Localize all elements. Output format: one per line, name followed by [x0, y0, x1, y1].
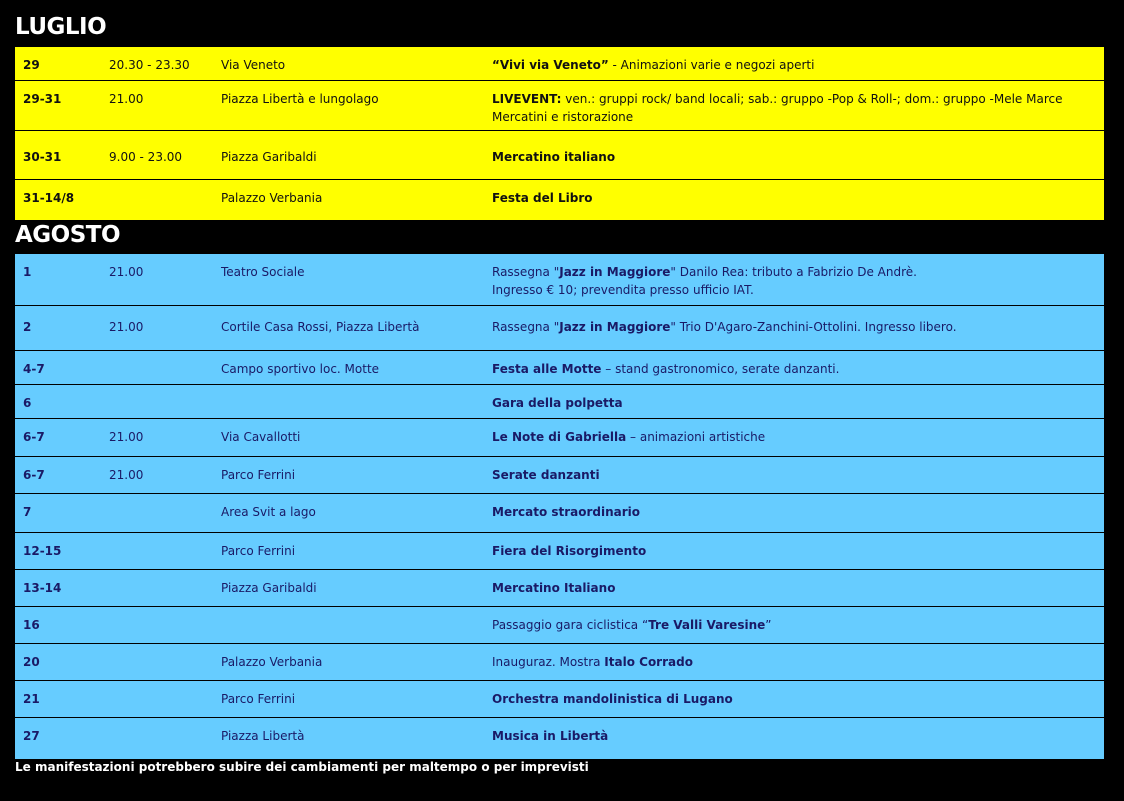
table-row [15, 643, 1104, 680]
table-row [15, 350, 1104, 384]
event-title: Musica in Libertà [492, 729, 609, 743]
event-title: Tre Valli Varesine [648, 618, 766, 632]
event-time: 21.00 [109, 430, 144, 444]
event-prefix: Inauguraz. Mostra [492, 655, 605, 669]
event-description [492, 690, 1092, 708]
event-place: Palazzo Verbania [221, 191, 323, 205]
event-details-line2: Ingresso € 10; prevendita presso ufficio IAT. [492, 283, 754, 297]
event-date: 4-7 [23, 362, 45, 376]
event-place: Parco Ferrini [221, 468, 296, 482]
event-prefix: Rassegna " [492, 320, 560, 334]
event-details: - Animazioni varie e negozi aperti [608, 58, 815, 72]
table-row [15, 532, 1104, 569]
event-details: " Danilo Rea: tributo a Fabrizio De Andrè. [670, 265, 917, 279]
event-details-line2: Mercatini e ristorazione [492, 110, 634, 124]
table-row [15, 80, 1104, 130]
event-description [492, 503, 1092, 521]
event-prefix: Passaggio gara ciclistica “ [492, 618, 649, 632]
event-date: 29-31 [23, 92, 62, 106]
event-date: 7 [23, 505, 32, 519]
event-description [492, 56, 1092, 74]
event-description [492, 466, 1092, 484]
event-title: Mercatino Italiano [492, 581, 616, 595]
event-place: Cortile Casa Rossi, Piazza Libertà [221, 320, 420, 334]
event-description [492, 542, 1092, 560]
event-place: Piazza Libertà e lungolago [221, 92, 379, 106]
event-description [492, 263, 1092, 299]
event-place: Piazza Garibaldi [221, 150, 317, 164]
event-title: Jazz in Maggiore [559, 265, 671, 279]
table-row [15, 569, 1104, 606]
event-details: " Trio D'Agaro-Zanchini-Ottolini. Ingresso libero. [670, 320, 957, 334]
event-description [492, 148, 1092, 166]
event-time: 21.00 [109, 320, 144, 334]
table-row [15, 456, 1104, 493]
event-place: Via Cavallotti [221, 430, 301, 444]
event-description [492, 727, 1092, 745]
event-date: 13-14 [23, 581, 62, 595]
event-time: 20.30 - 23.30 [109, 58, 190, 72]
event-place: Palazzo Verbania [221, 655, 323, 669]
event-title: Festa alle Motte [492, 362, 602, 376]
event-date: 21 [23, 692, 40, 706]
event-place: Via Veneto [221, 58, 286, 72]
event-place: Campo sportivo loc. Motte [221, 362, 380, 376]
event-place: Parco Ferrini [221, 692, 296, 706]
table-row [15, 47, 1104, 80]
event-date: 6-7 [23, 468, 45, 482]
event-time: 21.00 [109, 265, 144, 279]
table-row [15, 680, 1104, 717]
event-description [492, 189, 1092, 207]
table-row [15, 606, 1104, 643]
event-prefix: Rassegna " [492, 265, 560, 279]
event-title: Mercatino italiano [492, 150, 616, 164]
event-title: LIVEVENT: [492, 92, 562, 106]
event-date: 2 [23, 320, 32, 334]
event-date: 12-15 [23, 544, 62, 558]
event-description [492, 616, 1092, 634]
event-date: 1 [23, 265, 32, 279]
event-place: Parco Ferrini [221, 544, 296, 558]
table-row [15, 418, 1104, 456]
event-details: ” [765, 618, 772, 632]
table-row [15, 130, 1104, 179]
footer-note: Le manifestazioni potrebbero subire dei cambiamenti per maltempo o per imprevisti [15, 760, 589, 774]
table-row [15, 305, 1104, 350]
event-title: Fiera del Risorgimento [492, 544, 647, 558]
event-description [492, 90, 1092, 126]
event-description [492, 318, 1092, 336]
event-date: 20 [23, 655, 40, 669]
table-row [15, 254, 1104, 305]
event-date: 30-31 [23, 150, 62, 164]
table-row [15, 384, 1104, 418]
month-title-luglio: LUGLIO [15, 14, 107, 40]
event-date: 29 [23, 58, 40, 72]
event-title: Mercato straordinario [492, 505, 641, 519]
event-date: 16 [23, 618, 40, 632]
event-place: Piazza Libertà [221, 729, 305, 743]
event-title: Jazz in Maggiore [559, 320, 671, 334]
event-time: 9.00 - 23.00 [109, 150, 183, 164]
event-description [492, 579, 1092, 597]
month-title-agosto: AGOSTO [15, 222, 121, 248]
event-details: – stand gastronomico, serate danzanti. [601, 362, 840, 376]
event-details: ven.: gruppi rock/ band locali; sab.: gruppo -Pop & Roll-; dom.: gruppo -Mele Marce [561, 92, 1063, 106]
event-title: Italo Corrado [604, 655, 693, 669]
event-time: 21.00 [109, 468, 144, 482]
event-date: 27 [23, 729, 40, 743]
event-title: Festa del Libro [492, 191, 593, 205]
event-description [492, 428, 1092, 446]
event-time: 21.00 [109, 92, 144, 106]
event-place: Area Svit a lago [221, 505, 316, 519]
event-description [492, 360, 1092, 378]
event-description [492, 653, 1092, 671]
table-row [15, 717, 1104, 759]
event-title: “Vivi via Veneto” [492, 58, 609, 72]
table-row [15, 179, 1104, 220]
event-title: Serate danzanti [492, 468, 600, 482]
event-date: 6-7 [23, 430, 45, 444]
event-title: Le Note di Gabriella [492, 430, 627, 444]
event-description [492, 394, 1092, 412]
table-row [15, 493, 1104, 532]
event-place: Teatro Sociale [221, 265, 305, 279]
event-date: 31-14/8 [23, 191, 75, 205]
event-details: – animazioni artistiche [626, 430, 766, 444]
event-title: Gara della polpetta [492, 396, 623, 410]
event-title: Orchestra mandolinistica di Lugano [492, 692, 733, 706]
event-place: Piazza Garibaldi [221, 581, 317, 595]
event-date: 6 [23, 396, 32, 410]
